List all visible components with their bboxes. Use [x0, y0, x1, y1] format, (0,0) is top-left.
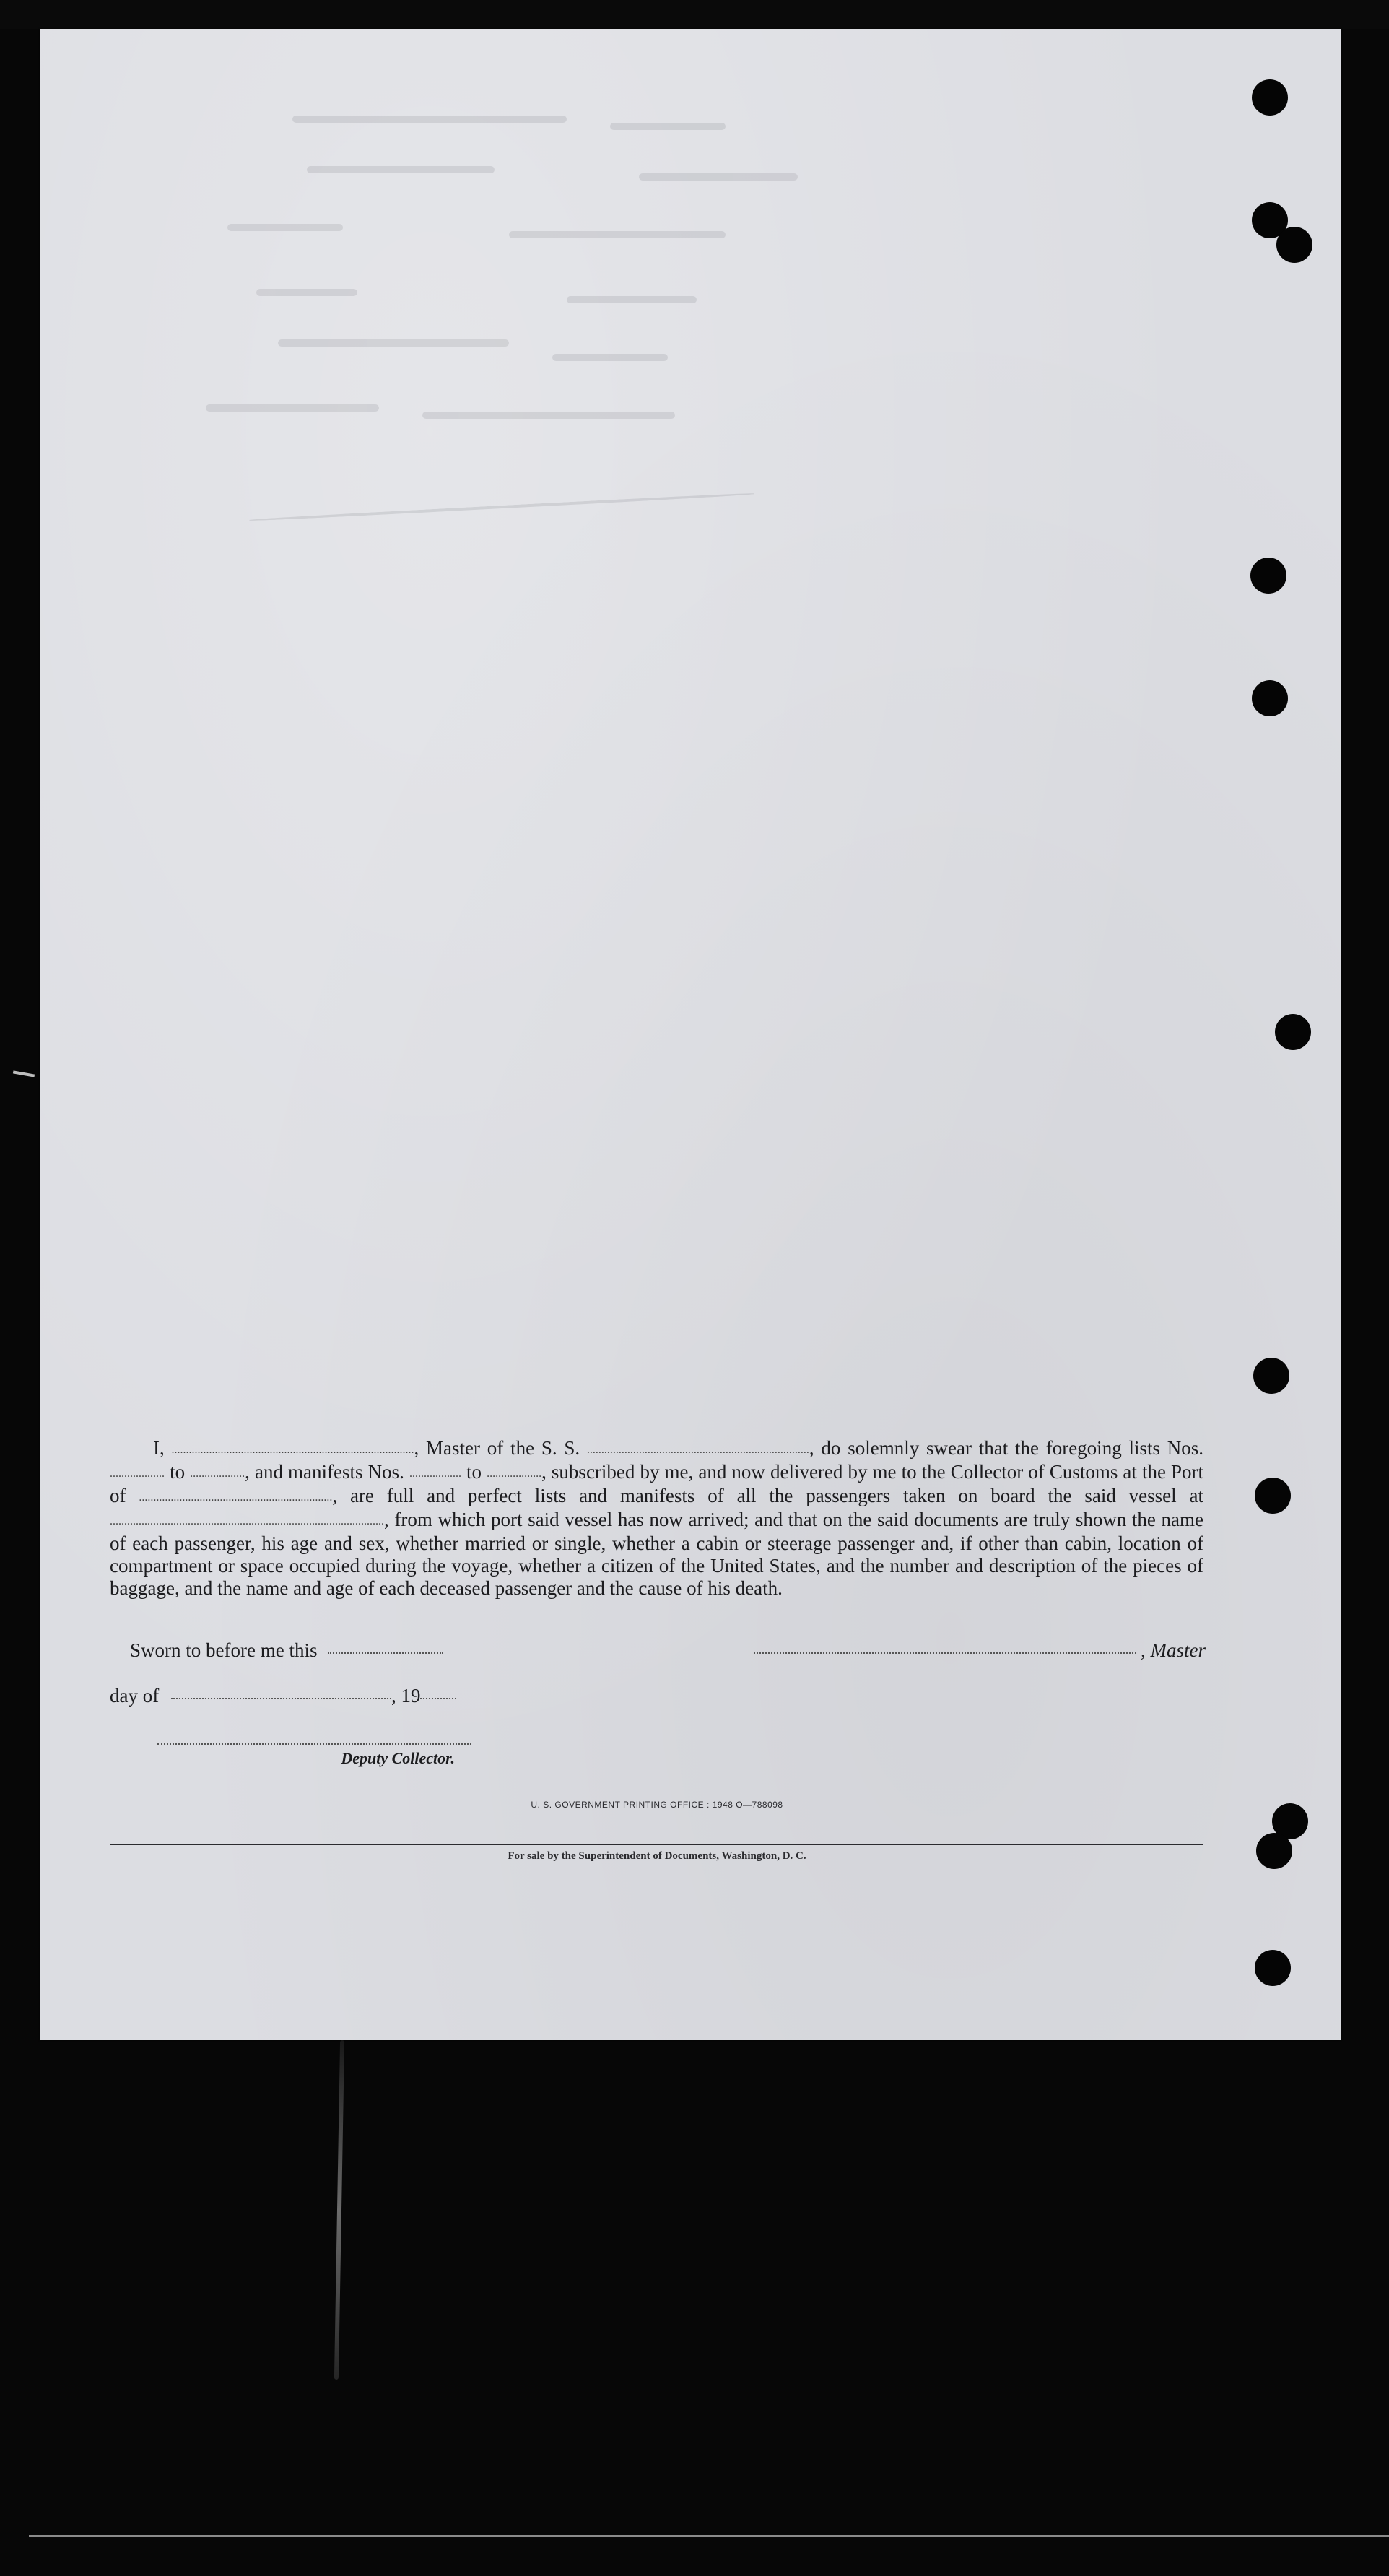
port-blank: ................................................................... — [139, 1491, 333, 1504]
deputy-collector-label: Deputy Collector. — [341, 1749, 455, 1767]
day-row — [110, 1685, 456, 1707]
punch-hole — [1255, 1950, 1291, 1986]
sworn-row — [130, 1639, 1206, 1664]
master-label: , Master — [1141, 1639, 1206, 1661]
printer-imprint: U. S. GOVERNMENT PRINTING OFFICE : 1948 O—788098 — [531, 1800, 783, 1810]
oath-subscribed: , subscribed by me, and now delivered by me to the Collector of Customs at the Port of — [110, 1461, 1204, 1506]
list-start-blank: ................... — [110, 1467, 165, 1480]
day-of-label: day of — [110, 1685, 160, 1707]
scan-bottom-line — [29, 2535, 1389, 2537]
sale-notice: For sale by the Superintendent of Documents, Washington, D. C. — [508, 1850, 806, 1862]
deputy-signature-blank — [157, 1743, 471, 1745]
oath-to-1: to — [170, 1461, 186, 1483]
manifest-end-blank: ................... — [487, 1467, 542, 1480]
footer-rule — [110, 1844, 1203, 1845]
sworn-label: Sworn to before me this — [130, 1639, 318, 1661]
punch-hole — [1252, 79, 1288, 116]
oath-intro: I, — [153, 1437, 165, 1459]
oath-master-of: , Master of the S. S. — [414, 1437, 580, 1459]
sworn-date-blank — [328, 1652, 443, 1654]
sworn-label-group — [130, 1639, 443, 1662]
day-blank — [171, 1698, 391, 1699]
punch-hole — [1252, 680, 1288, 716]
oath-full-and-perfect: , are full and perfect lists and manifests of all the passengers taken on board the said vessel at — [332, 1485, 1203, 1506]
manifest-start-blank: .................. — [409, 1467, 461, 1480]
punch-hole — [1253, 1358, 1289, 1394]
master-signature-blank — [754, 1652, 1136, 1654]
year-blank — [420, 1698, 456, 1699]
list-end-blank: ................... — [190, 1467, 245, 1480]
punch-hole — [1256, 1833, 1292, 1869]
bleed-through-text — [206, 101, 928, 607]
master-signature-line — [754, 1639, 1206, 1662]
punch-hole — [1255, 1478, 1291, 1514]
master-oath-paragraph — [110, 1437, 1203, 1600]
oath-and-manifests: , and manifests Nos. — [245, 1461, 404, 1483]
departure-port-blank: ............................................................................................... — [110, 1515, 384, 1527]
punch-hole — [1276, 227, 1312, 263]
manifest-page-back — [40, 29, 1341, 2040]
oath-do-solemnly: , do solemnly swear that the foregoing lists Nos. — [809, 1437, 1204, 1459]
punch-hole — [1250, 558, 1286, 594]
punch-hole — [1275, 1014, 1311, 1050]
oath-to-2: to — [466, 1461, 482, 1483]
oath-from-which: , from which port said vessel has now arrived; and that on the said documents are truly shown the name of each passenger, his age and sex, whether married or single, whether a cabin or steerage passenger and, if other than cabin, location of compartment or space occupied during the voyage, whether a citizen of the United States, and the number and description of the pieces of baggage, and the name and age of each deceased passenger and the cause of his death. — [110, 1509, 1203, 1599]
master-name-blank: .................................................................................... — [171, 1444, 414, 1456]
year-prefix: , 19 — [391, 1685, 421, 1707]
scan-top-border — [0, 0, 1389, 29]
vessel-name-blank: ............................................................................. — [586, 1444, 809, 1456]
